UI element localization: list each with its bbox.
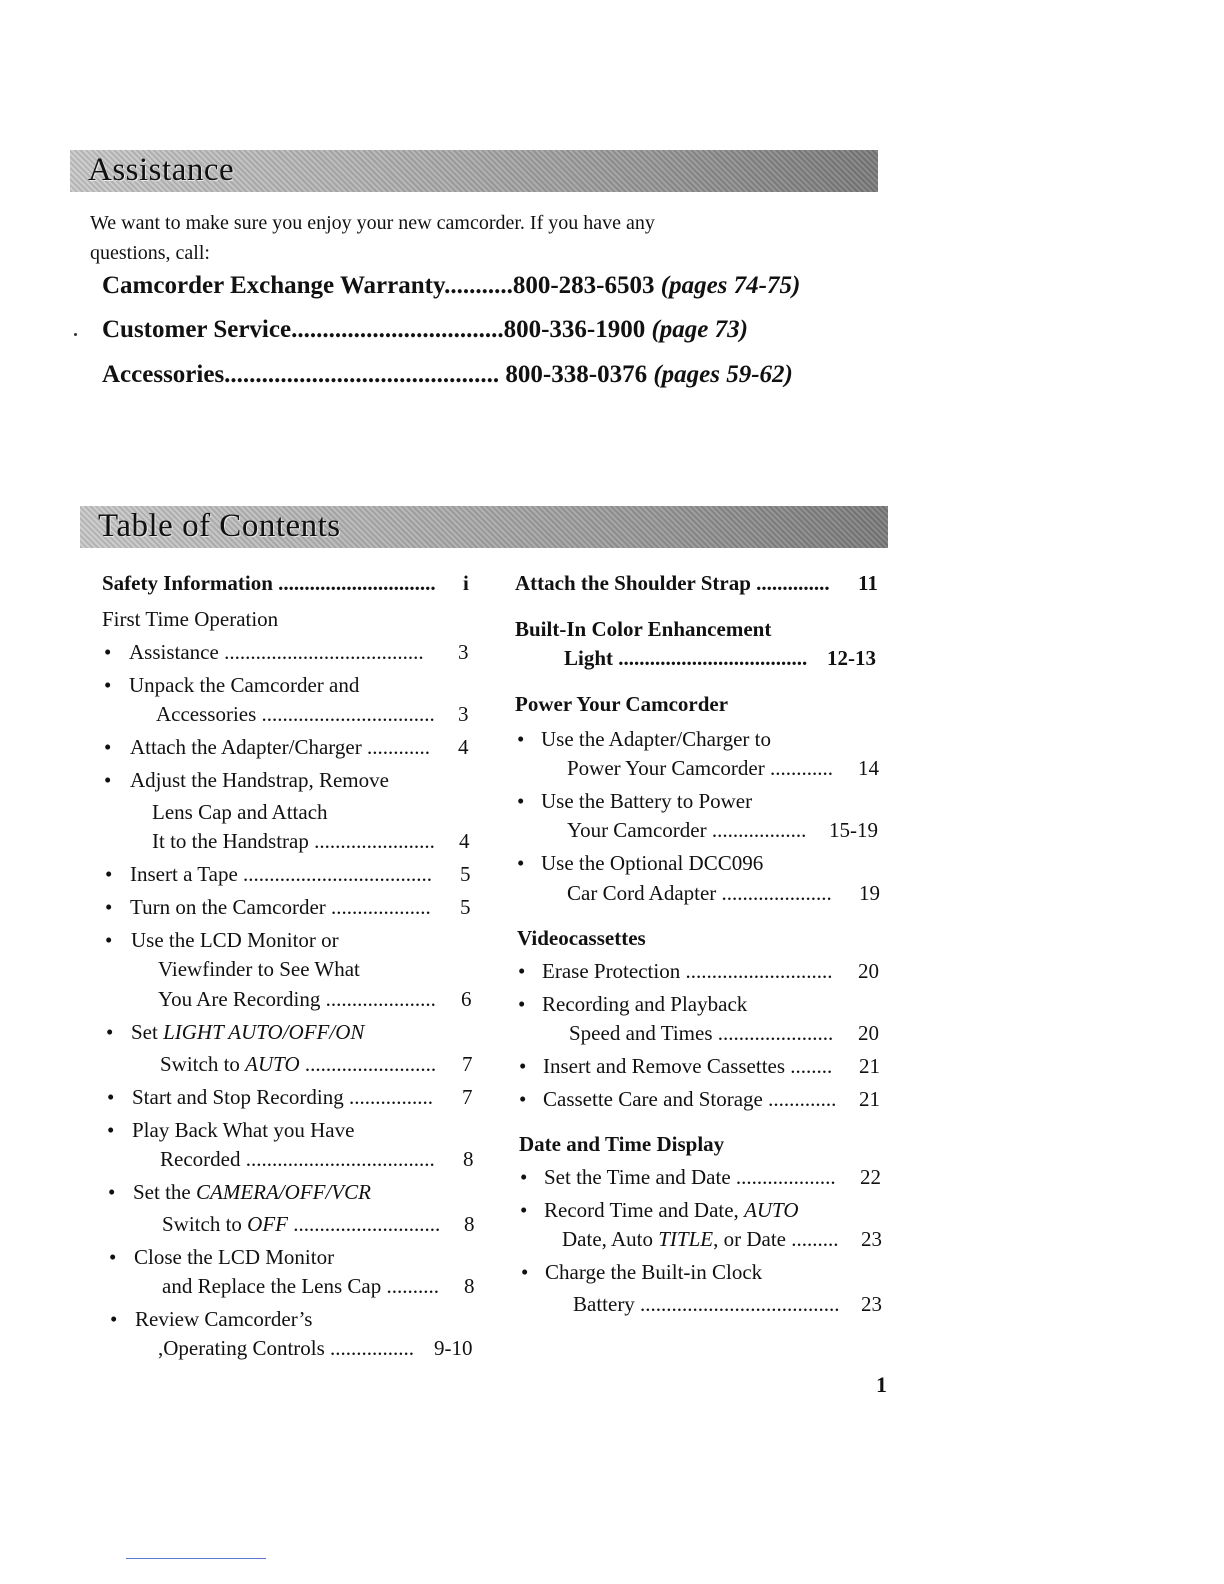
toc-entry-record[interactable]: Start and Stop Recording ................ xyxy=(132,1085,433,1109)
bullet: • xyxy=(518,959,526,983)
toc-entry-turn-on[interactable]: Turn on the Camcorder ................... xyxy=(130,895,431,919)
toc-page: 3 xyxy=(458,702,469,726)
toc-page: 23 xyxy=(861,1227,882,1251)
toc-entry-clock-battery-cont[interactable]: Battery ...................................... xyxy=(573,1292,840,1316)
bullet: • xyxy=(108,1180,116,1204)
toc-entry-color-light[interactable]: Built-In Color Enhancement xyxy=(515,617,772,641)
toc-section-power[interactable]: Power Your Camcorder xyxy=(515,692,729,716)
toc-entry-car-adapter[interactable]: Use the Optional DCC096 xyxy=(541,851,764,875)
bullet: • xyxy=(104,640,112,664)
toc-entry-battery[interactable]: Use the Battery to Power xyxy=(541,789,753,813)
toc-page: 8 xyxy=(463,1147,474,1171)
toc-entry-review-cont[interactable]: ,Operating Controls ................ xyxy=(158,1336,415,1360)
toc-entry-lcd[interactable]: Use the LCD Monitor or xyxy=(131,928,339,952)
toc-entry-battery-cont[interactable]: Your Camcorder .................. xyxy=(567,818,807,842)
toc-page: 21 xyxy=(859,1087,880,1111)
bullet: • xyxy=(518,992,526,1016)
accessories-phone: 800-338-0376 xyxy=(505,361,654,388)
assistance-banner xyxy=(70,150,878,192)
toc-page: 15-19 xyxy=(829,818,878,842)
toc-page: 21 xyxy=(859,1054,880,1078)
toc-entry-safety[interactable]: Safety Information .............................. xyxy=(102,571,436,595)
assistance-heading: Assistance xyxy=(88,152,235,188)
toc-entry-color-light-cont[interactable]: Light .................................... xyxy=(564,646,808,670)
toc-entry-camera-switch[interactable]: Set the CAMERA/OFF/VCR xyxy=(133,1180,371,1204)
toc-page: 23 xyxy=(861,1292,882,1316)
toc-page: 20 xyxy=(858,959,879,983)
contact-customer-service: Customer Service..................................800-336-1900 (page 73) xyxy=(102,316,748,343)
toc-section-videocassettes[interactable]: Videocassettes xyxy=(517,926,646,950)
toc-entry-close-lcd[interactable]: Close the LCD Monitor xyxy=(134,1245,335,1269)
toc-entry-set-time[interactable]: Set the Time and Date ................... xyxy=(544,1165,836,1189)
page-number: 1 xyxy=(876,1372,887,1397)
bullet: • xyxy=(104,735,112,759)
toc-entry-unpack[interactable]: Unpack the Camcorder and xyxy=(129,673,360,697)
toc-page: 11 xyxy=(858,571,878,595)
bullet: • xyxy=(105,895,113,919)
toc-entry-speed-cont[interactable]: Speed and Times ...................... xyxy=(569,1021,834,1045)
toc-page: 19 xyxy=(859,881,880,905)
toc-entry-shoulder-strap[interactable]: Attach the Shoulder Strap .............. xyxy=(515,571,830,595)
toc-entry-assistance[interactable]: Assistance ...................................... xyxy=(129,640,424,664)
assistance-intro xyxy=(90,208,790,268)
toc-entry-tape[interactable]: Insert a Tape .................................... xyxy=(130,862,433,886)
toc-page: 5 xyxy=(460,895,471,919)
bullet: • xyxy=(520,1198,528,1222)
toc-entry-handstrap[interactable]: Adjust the Handstrap, Remove xyxy=(130,768,389,792)
toc-page: 4 xyxy=(458,735,469,759)
bullet: • xyxy=(105,928,113,952)
toc-banner xyxy=(80,506,888,548)
toc-entry-handstrap-cont[interactable]: Lens Cap and Attach xyxy=(152,800,328,824)
bullet: • xyxy=(520,1165,528,1189)
bullet: • xyxy=(109,1245,117,1269)
bullet: • xyxy=(104,768,112,792)
toc-entry-insert-cassettes[interactable]: Insert and Remove Cassettes ........ xyxy=(543,1054,833,1078)
bullet: • xyxy=(107,1085,115,1109)
toc-page: 3 xyxy=(458,640,469,664)
contact-warranty: Camcorder Exchange Warranty...........800-283-6503 (pages 74-75) xyxy=(102,272,801,299)
warranty-phone: 800-283-6503 xyxy=(512,272,661,299)
service-phone: 800-336-1900 xyxy=(503,316,652,343)
toc-subhead-first-time: First Time Operation xyxy=(102,607,279,631)
bullet: • xyxy=(104,673,112,697)
toc-page: 8 xyxy=(464,1274,475,1298)
bullet: • xyxy=(517,727,525,751)
toc-page: 22 xyxy=(860,1165,881,1189)
contact-accessories: Accessories............................................ 800-338-0376 (pages 59-62) xyxy=(102,361,793,388)
bullet: • xyxy=(517,851,525,875)
toc-entry-playback[interactable]: Play Back What you Have xyxy=(132,1118,355,1142)
intro-line-2: questions, call: xyxy=(90,242,210,264)
toc-page: 12-13 xyxy=(827,646,876,670)
bullet: • xyxy=(110,1307,118,1331)
toc-page: 6 xyxy=(461,987,472,1011)
bullet: • xyxy=(519,1087,527,1111)
toc-entry-speed[interactable]: Recording and Playback xyxy=(542,992,748,1016)
toc-entry-light-switch-cont[interactable]: Switch to AUTO ......................... xyxy=(160,1052,437,1076)
toc-entry-review[interactable]: Review Camcorder’s xyxy=(135,1307,313,1331)
bullet: • xyxy=(521,1260,529,1284)
toc-page: 7 xyxy=(462,1052,473,1076)
toc-page: 9-10 xyxy=(434,1336,473,1360)
toc-page: 7 xyxy=(462,1085,473,1109)
toc-entry-car-adapter-cont[interactable]: Car Cord Adapter ..................... xyxy=(567,881,832,905)
toc-entry-lcd-cont[interactable]: Viewfinder to See What xyxy=(158,957,360,981)
toc-entry-playback-cont[interactable]: Recorded .................................... xyxy=(160,1147,435,1171)
toc-page: i xyxy=(463,571,469,595)
footer-rule xyxy=(126,1558,266,1559)
bullet: • xyxy=(106,1020,114,1044)
toc-entry-power-adapter-cont[interactable]: Power Your Camcorder ............ xyxy=(567,756,833,780)
toc-entry-care[interactable]: Cassette Care and Storage ............. xyxy=(543,1087,837,1111)
toc-section-date-time[interactable]: Date and Time Display xyxy=(519,1132,725,1156)
bullet: • xyxy=(107,1118,115,1142)
toc-entry-clock-battery[interactable]: Charge the Built-in Clock xyxy=(545,1260,763,1284)
toc-page: 4 xyxy=(459,829,470,853)
toc-entry-erase[interactable]: Erase Protection ............................ xyxy=(542,959,833,983)
toc-entry-light-switch[interactable]: Set LIGHT AUTO/OFF/ON xyxy=(131,1020,365,1044)
toc-entry-lcd-cont[interactable]: You Are Recording ..................... xyxy=(158,987,436,1011)
toc-entry-power-adapter[interactable]: Use the Adapter/Charger to xyxy=(541,727,771,751)
toc-entry-camera-switch-cont[interactable]: Switch to OFF ............................ xyxy=(162,1212,441,1236)
toc-entry-record-time-cont[interactable]: Date, Auto TITLE, or Date ......... xyxy=(562,1227,839,1251)
toc-page: 20 xyxy=(858,1021,879,1045)
bullet: • xyxy=(105,862,113,886)
toc-page: 14 xyxy=(858,756,879,780)
toc-entry-adapter[interactable]: Attach the Adapter/Charger ............ xyxy=(130,735,430,759)
bullet: • xyxy=(519,1054,527,1078)
stray-mark xyxy=(74,333,77,336)
toc-entry-handstrap-cont[interactable]: It to the Handstrap ....................... xyxy=(152,829,435,853)
toc-entry-unpack-cont[interactable]: Accessories ................................. xyxy=(156,702,435,726)
intro-line-1: We want to make sure you enjoy your new camcorder. If you have any xyxy=(90,212,655,234)
toc-entry-record-time[interactable]: Record Time and Date, AUTO xyxy=(544,1198,799,1222)
bullet: • xyxy=(517,789,525,813)
toc-heading: Table of Contents xyxy=(98,508,341,544)
toc-entry-close-lcd-cont[interactable]: and Replace the Lens Cap .......... xyxy=(162,1274,439,1298)
toc-page: 8 xyxy=(464,1212,475,1236)
toc-page: 5 xyxy=(460,862,471,886)
